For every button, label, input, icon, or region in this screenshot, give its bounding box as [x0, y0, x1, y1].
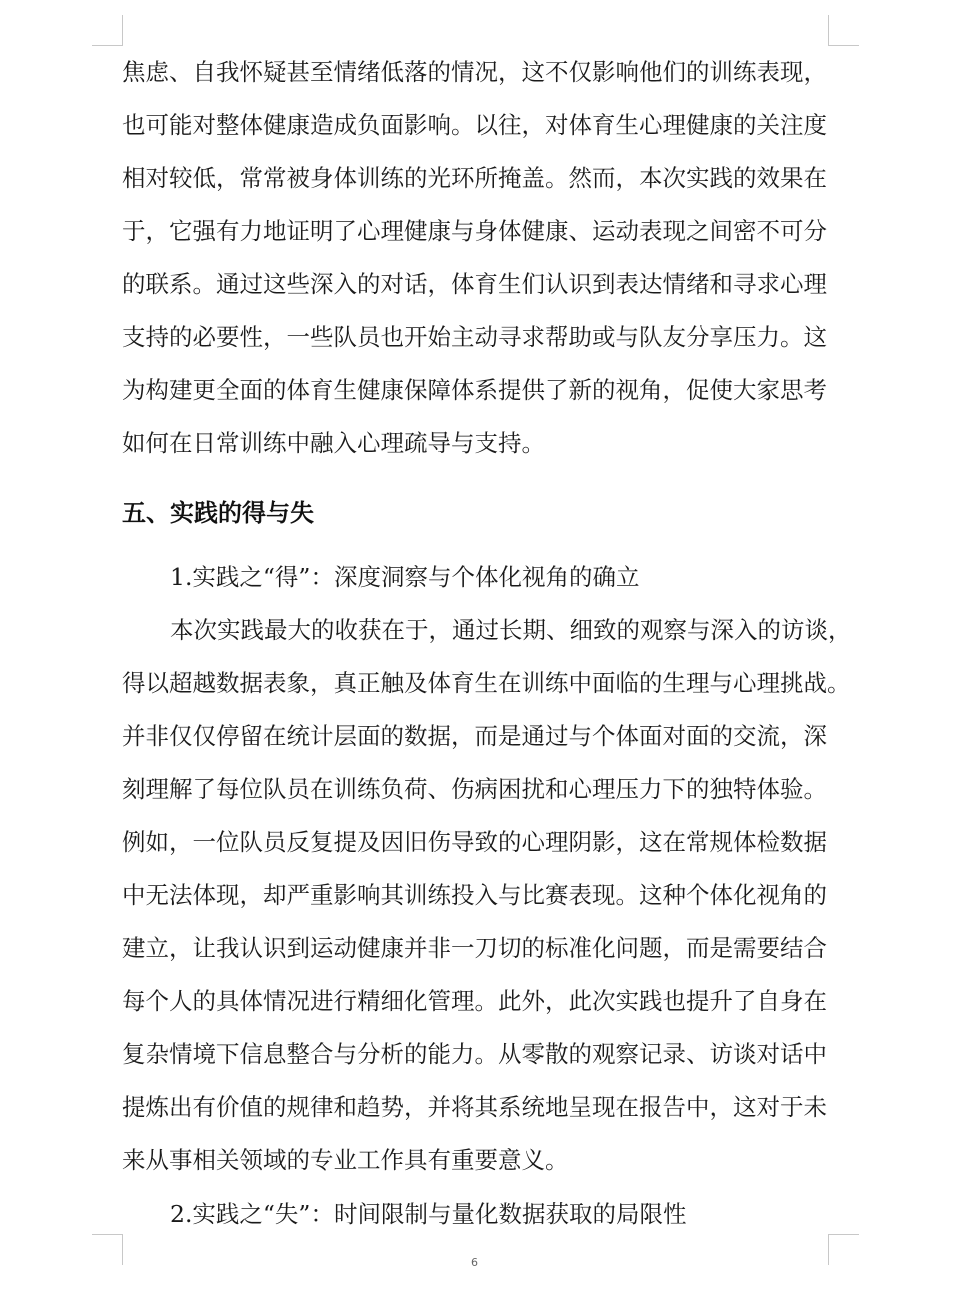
paragraph-2-line: 中无法体现，却严重影响其训练投入与比赛表现。这种个体化视角的	[122, 881, 827, 909]
paragraph-1-line: 为构建更全面的体育生健康保障体系提供了新的视角，促使大家思考	[122, 376, 827, 404]
subheading-2: 2.实践之“失”：时间限制与量化数据获取的局限性	[170, 1200, 687, 1228]
paragraph-1-line: 相对较低，常常被身体训练的光环所掩盖。然而，本次实践的效果在	[122, 164, 827, 192]
page-number: 6	[471, 1256, 478, 1269]
paragraph-1-line: 焦虑、自我怀疑甚至情绪低落的情况，这不仅影响他们的训练表现，	[122, 58, 827, 86]
paragraph-2-line: 来从事相关领域的专业工作具有重要意义。	[122, 1146, 569, 1174]
paragraph-2-line: 提炼出有价值的规律和趋势，并将其系统地呈现在报告中，这对于未	[122, 1093, 827, 1121]
paragraph-2-line: 刻理解了每位队员在训练负荷、伤病困扰和心理压力下的独特体验。	[122, 775, 827, 803]
paragraph-2-line: 并非仅仅停留在统计层面的数据，而是通过与个体面对面的交流，深	[122, 722, 827, 750]
crop-mark-top-left	[92, 15, 123, 46]
subheading-1: 1.实践之“得”：深度洞察与个体化视角的确立	[170, 563, 640, 591]
paragraph-1-line: 的联系。通过这些深入的对话，体育生们认识到表达情绪和寻求心理	[122, 270, 827, 298]
crop-mark-top-right	[828, 15, 859, 46]
paragraph-2-line: 本次实践最大的收获在于，通过长期、细致的观察与深入的访谈，	[170, 616, 852, 644]
paragraph-1-line: 支持的必要性，一些队员也开始主动寻求帮助或与队友分享压力。这	[122, 323, 827, 351]
paragraph-2-line: 得以超越数据表象，真正触及体育生在训练中面临的生理与心理挑战。	[122, 669, 851, 697]
paragraph-2-line: 每个人的具体情况进行精细化管理。此外，此次实践也提升了自身在	[122, 987, 827, 1015]
paragraph-1-line: 于，它强有力地证明了心理健康与身体健康、运动表现之间密不可分	[122, 217, 827, 245]
section-heading: 五、实践的得与失	[122, 498, 314, 527]
paragraph-2-line: 例如，一位队员反复提及因旧伤导致的心理阴影，这在常规体检数据	[122, 828, 827, 856]
paragraph-2-line: 复杂情境下信息整合与分析的能力。从零散的观察记录、访谈对话中	[122, 1040, 827, 1068]
paragraph-2-line: 建立，让我认识到运动健康并非一刀切的标准化问题，而是需要结合	[122, 934, 827, 962]
paragraph-1-line: 也可能对整体健康造成负面影响。以往，对体育生心理健康的关注度	[122, 111, 827, 139]
paragraph-1-line: 如何在日常训练中融入心理疏导与支持。	[122, 429, 545, 457]
